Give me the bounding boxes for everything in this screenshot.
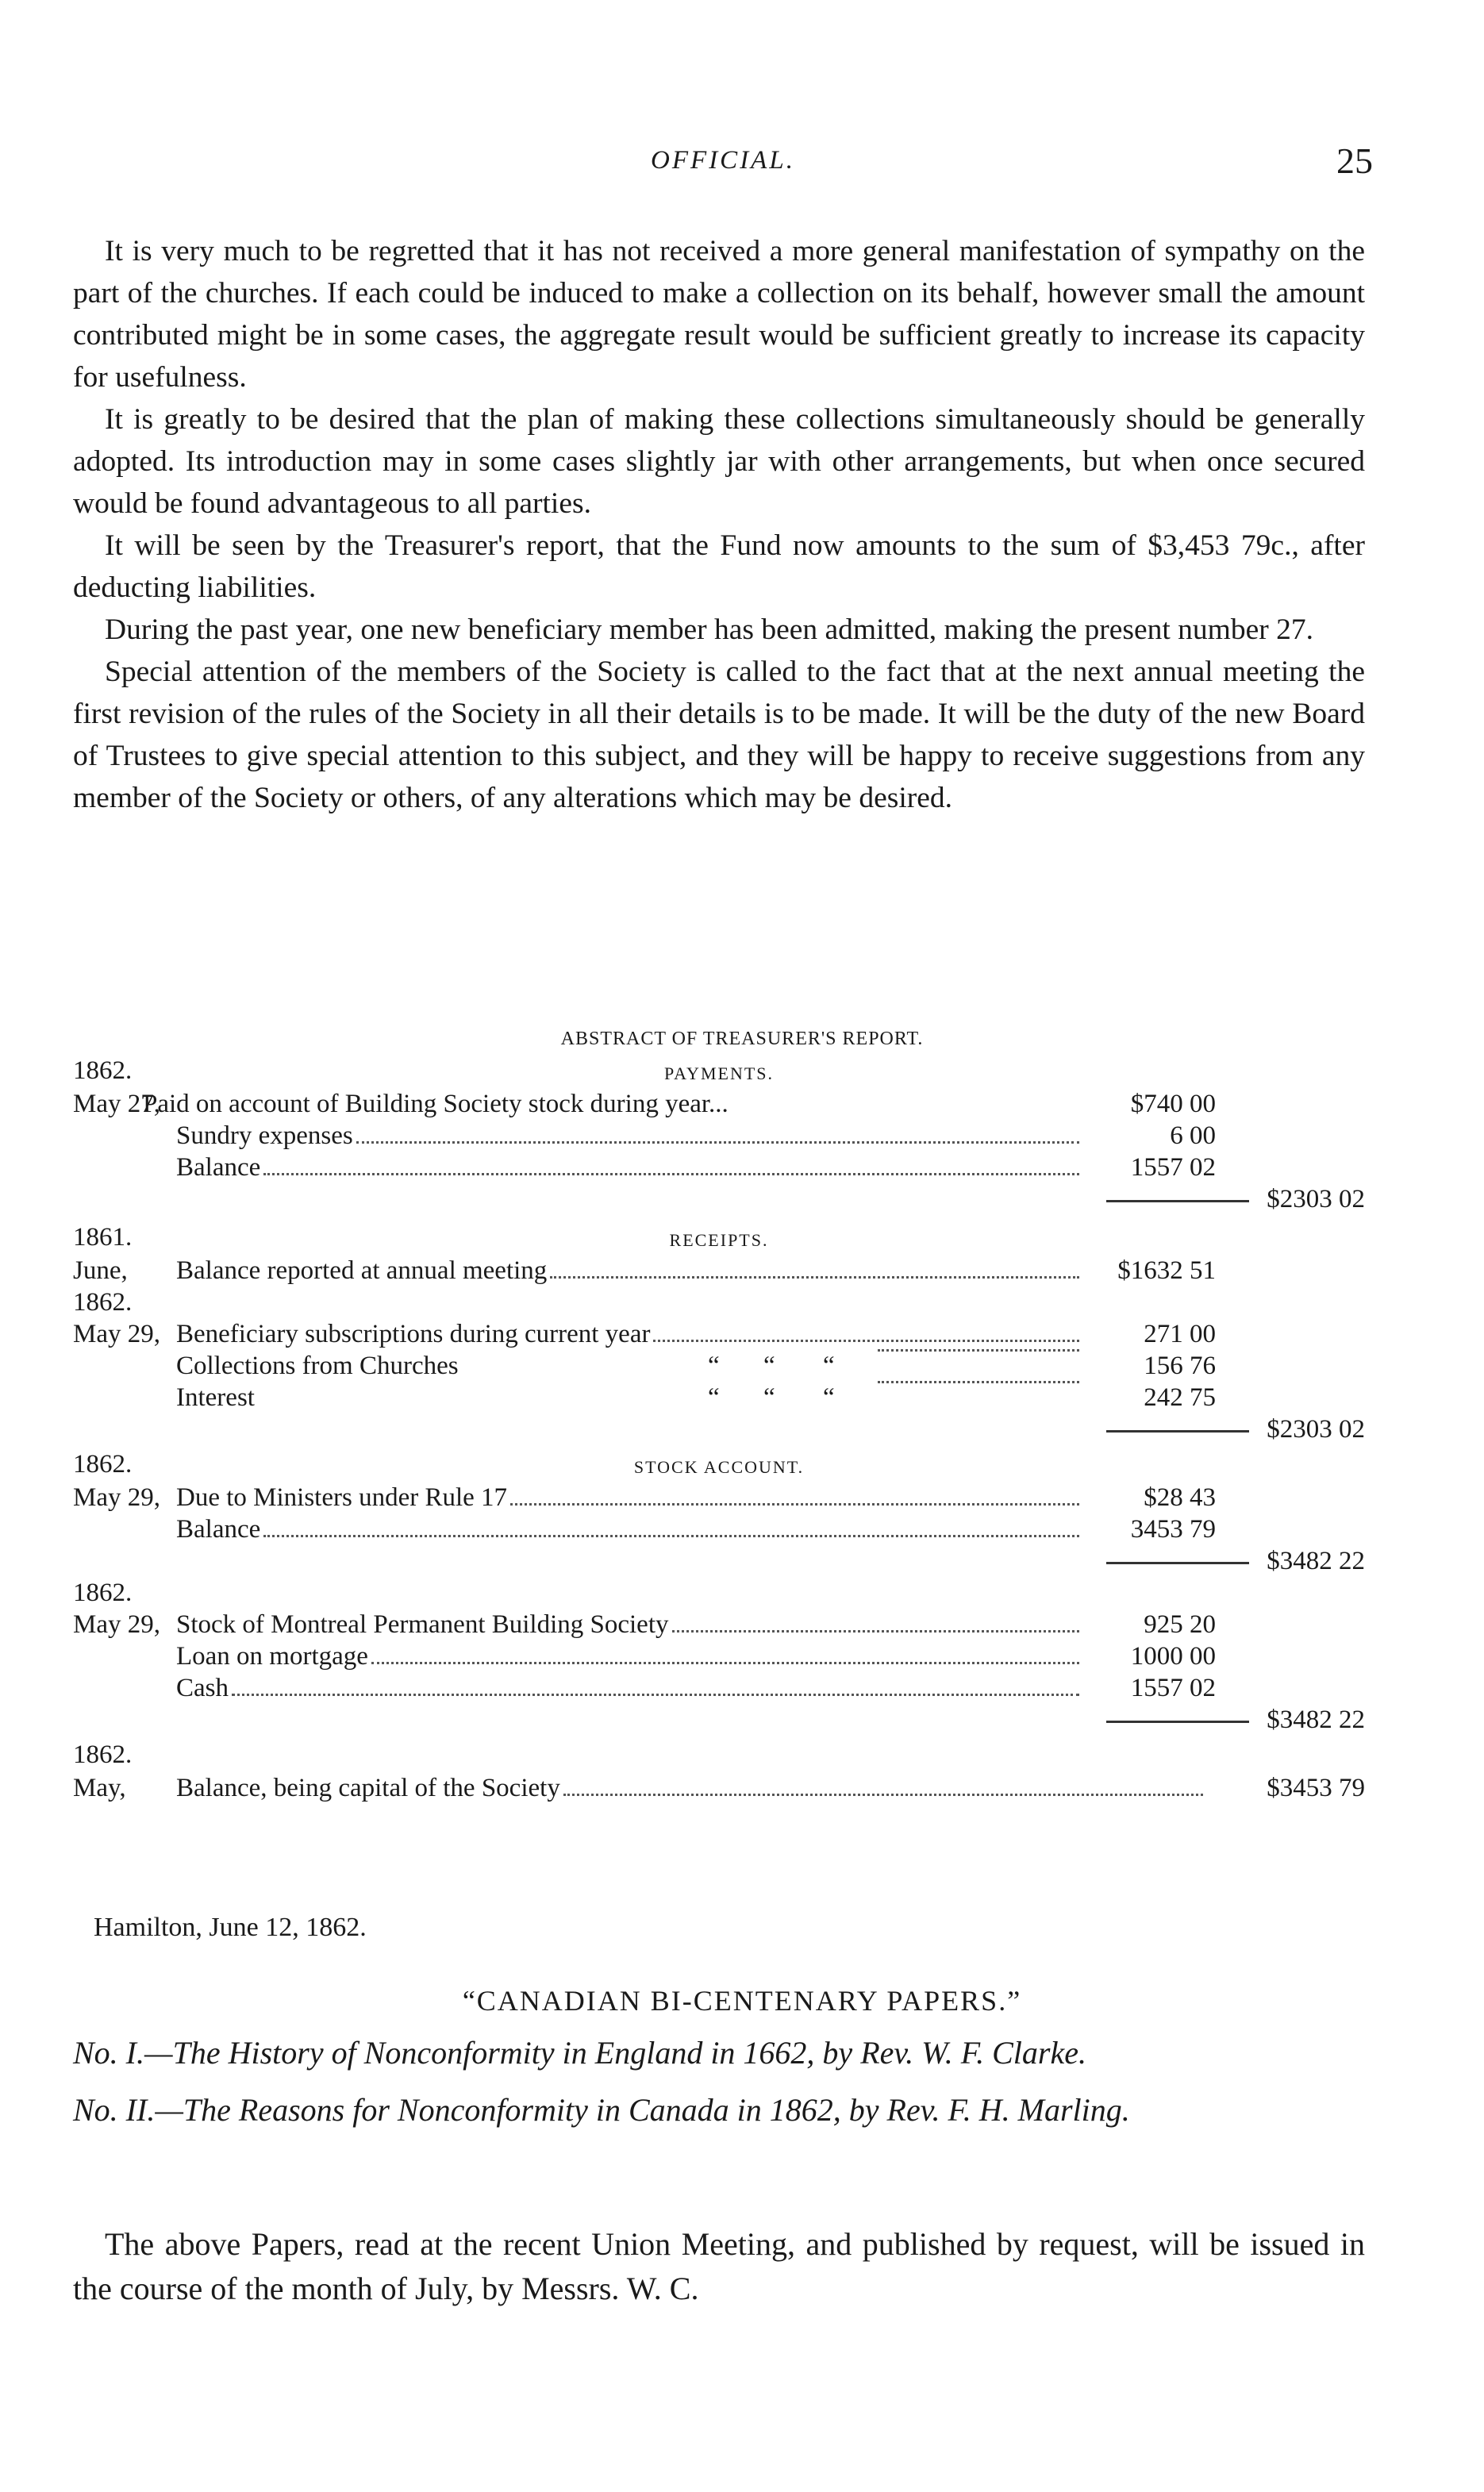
ledger-row (73, 1413, 1365, 1446)
ledger-row (73, 1183, 1365, 1216)
ledger-description: Balance, being capital of the Society (176, 1771, 1206, 1805)
place-and-date: Hamilton, June 12, 1862. (94, 1913, 367, 1942)
ledger-description: Stock of Montreal Permanent Building Society (176, 1608, 1082, 1641)
ledger-year: 1861. (73, 1223, 133, 1252)
paragraph: Special attention of the members of the Society is called to the fact that at the next annual meeting the first revision of the rules of the Society in all their details is to be made. It will be the duty of the new Board of Trustees to give special attention to this subject, and they will be happy to receive suggestions from any member of the Society or others, of any alterations which may be desired. (73, 656, 1365, 814)
ledger-amount: $28 43 (1144, 1483, 1216, 1512)
ledger-date: May 29, (73, 1610, 160, 1639)
ledger-description: Due to Ministers under Rule 17 (176, 1481, 1082, 1514)
ledger-total: $2303 02 (1267, 1415, 1365, 1444)
ledger-row (73, 1349, 1365, 1383)
ledger-amount: 156 76 (1144, 1352, 1216, 1380)
ledger-amount: $1632 51 (1117, 1256, 1216, 1285)
ledger-description: Sundry expenses (176, 1119, 1082, 1152)
ditto-mark: “ (763, 1383, 775, 1412)
ledger-row (73, 1544, 1365, 1578)
ledger-row (73, 1221, 1365, 1254)
ledger-row (73, 1640, 1365, 1673)
ledger-date: May 27, (73, 1090, 160, 1118)
paragraph: During the past year, one new beneficiary member has been admitted, making the present number 27. (105, 613, 1313, 646)
abstract-title: ABSTRACT OF TREASURER'S REPORT. (560, 1029, 924, 1049)
list-item: No. II.—The Reasons for Nonconformity in Canada in 1862, by Rev. F. H. Marling. (73, 2092, 1130, 2128)
ledger-year: 1862. (73, 1056, 133, 1085)
ledger-year: 1862. (73, 1288, 133, 1317)
ditto-mark: “ (708, 1352, 720, 1380)
ledger-row (73, 1703, 1365, 1736)
ledger-row (73, 1286, 1365, 1319)
ledger-amount: 925 20 (1144, 1610, 1216, 1639)
ledger-amount: 6 00 (1170, 1121, 1216, 1150)
ledger-description: Balance (176, 1151, 1082, 1184)
ledger-row (73, 1381, 1365, 1414)
ledger-date: May 29, (73, 1483, 160, 1512)
ledger-row (73, 1576, 1365, 1609)
ledger-description: Balance reported at annual meeting (176, 1254, 1082, 1287)
ledger-description: Balance (176, 1513, 1082, 1546)
ditto-mark: “ (823, 1352, 835, 1380)
paragraph: It will be seen by the Treasurer's report, that the Fund now amounts to the sum of $3,453 79c., after deducting liabilities. (73, 529, 1365, 604)
ledger-row (73, 1254, 1365, 1287)
ledger-year: 1862. (73, 1740, 133, 1769)
ledger-amount: 1557 02 (1130, 1153, 1216, 1182)
ledger-date: May, (73, 1774, 126, 1802)
ledger-row (73, 1054, 1365, 1087)
ledger-total: $2303 02 (1267, 1185, 1365, 1213)
ledger-row (73, 1151, 1365, 1184)
ledger-row (73, 1317, 1365, 1351)
ledger-description: Interest (176, 1383, 255, 1412)
ledger-row (73, 1513, 1365, 1546)
ledger-amount: 1000 00 (1130, 1642, 1216, 1671)
ledger-amount: 271 00 (1144, 1320, 1216, 1348)
ledger-amount: 242 75 (1144, 1383, 1216, 1412)
ledger-row (73, 1738, 1365, 1771)
ledger-row (73, 1671, 1365, 1705)
list-item: No. I.—The History of Nonconformity in England in 1662, by Rev. W. F. Clarke. (73, 2035, 1086, 2071)
ledger-total: $3482 22 (1267, 1706, 1365, 1734)
paragraph: It is very much to be regretted that it has not received a more general manifestation of sympathy on the part of the churches. If each could be induced to make a collection on its behalf, however small the amount contributed might be in some cases, the aggregate result would be sufficient greatly to increase its capacity for usefulness. (73, 235, 1365, 394)
section-heading-receipts: RECEIPTS. (669, 1230, 769, 1250)
ledger-row (73, 1608, 1365, 1641)
ledger-description: Paid on account of Building Society stock during year... (143, 1090, 729, 1118)
ledger-row (73, 1119, 1365, 1152)
paragraph: It is greatly to be desired that the plan of making these collections simultaneously should be generally adopted. Its introduction may in some cases slightly jar with other arrangements, but when once secured would be found advantageous to all parties. (73, 403, 1365, 520)
ledger-total: $3482 22 (1267, 1547, 1365, 1575)
ledger-year: 1862. (73, 1579, 133, 1607)
ledger-row (73, 1087, 1365, 1121)
ledger-description: Cash (176, 1671, 1082, 1705)
page-number: 25 (1336, 140, 1373, 181)
ledger-date: June, (73, 1256, 128, 1285)
ledger-total: $3453 79 (1267, 1774, 1365, 1802)
ledger-date: May 29, (73, 1320, 160, 1348)
ledger-year: 1862. (73, 1450, 133, 1479)
section-heading-payments: PAYMENTS. (663, 1063, 775, 1083)
ditto-mark: “ (763, 1352, 775, 1380)
running-head-title: OFFICIAL. (651, 146, 795, 175)
section-heading-stock: STOCK ACCOUNT. (633, 1457, 805, 1477)
ledger-amount: $740 00 (1130, 1090, 1216, 1118)
ditto-mark: “ (823, 1383, 835, 1412)
ledger-description: Collections from Churches (176, 1349, 1082, 1383)
running-head (73, 140, 1373, 187)
ledger-row (73, 1771, 1365, 1805)
ledger-description: Beneficiary subscriptions during current year (176, 1317, 1082, 1351)
ledger-amount: 3453 79 (1130, 1515, 1216, 1544)
ledger-row (73, 1448, 1365, 1481)
ledger-description: Loan on mortgage (176, 1640, 1082, 1673)
ledger-amount: 1557 02 (1130, 1674, 1216, 1702)
report-body (73, 230, 1365, 819)
papers-list (73, 2032, 1365, 2146)
closing-paragraph: The above Papers, read at the recent Union Meeting, and published by request, will be issued in the course of the month of July, by Messrs. W. C. (73, 2226, 1365, 2306)
papers-title: “CANADIAN BI-CENTENARY PAPERS.” (462, 1985, 1022, 2017)
ledger-row (73, 1481, 1365, 1514)
ditto-mark: “ (708, 1383, 720, 1412)
